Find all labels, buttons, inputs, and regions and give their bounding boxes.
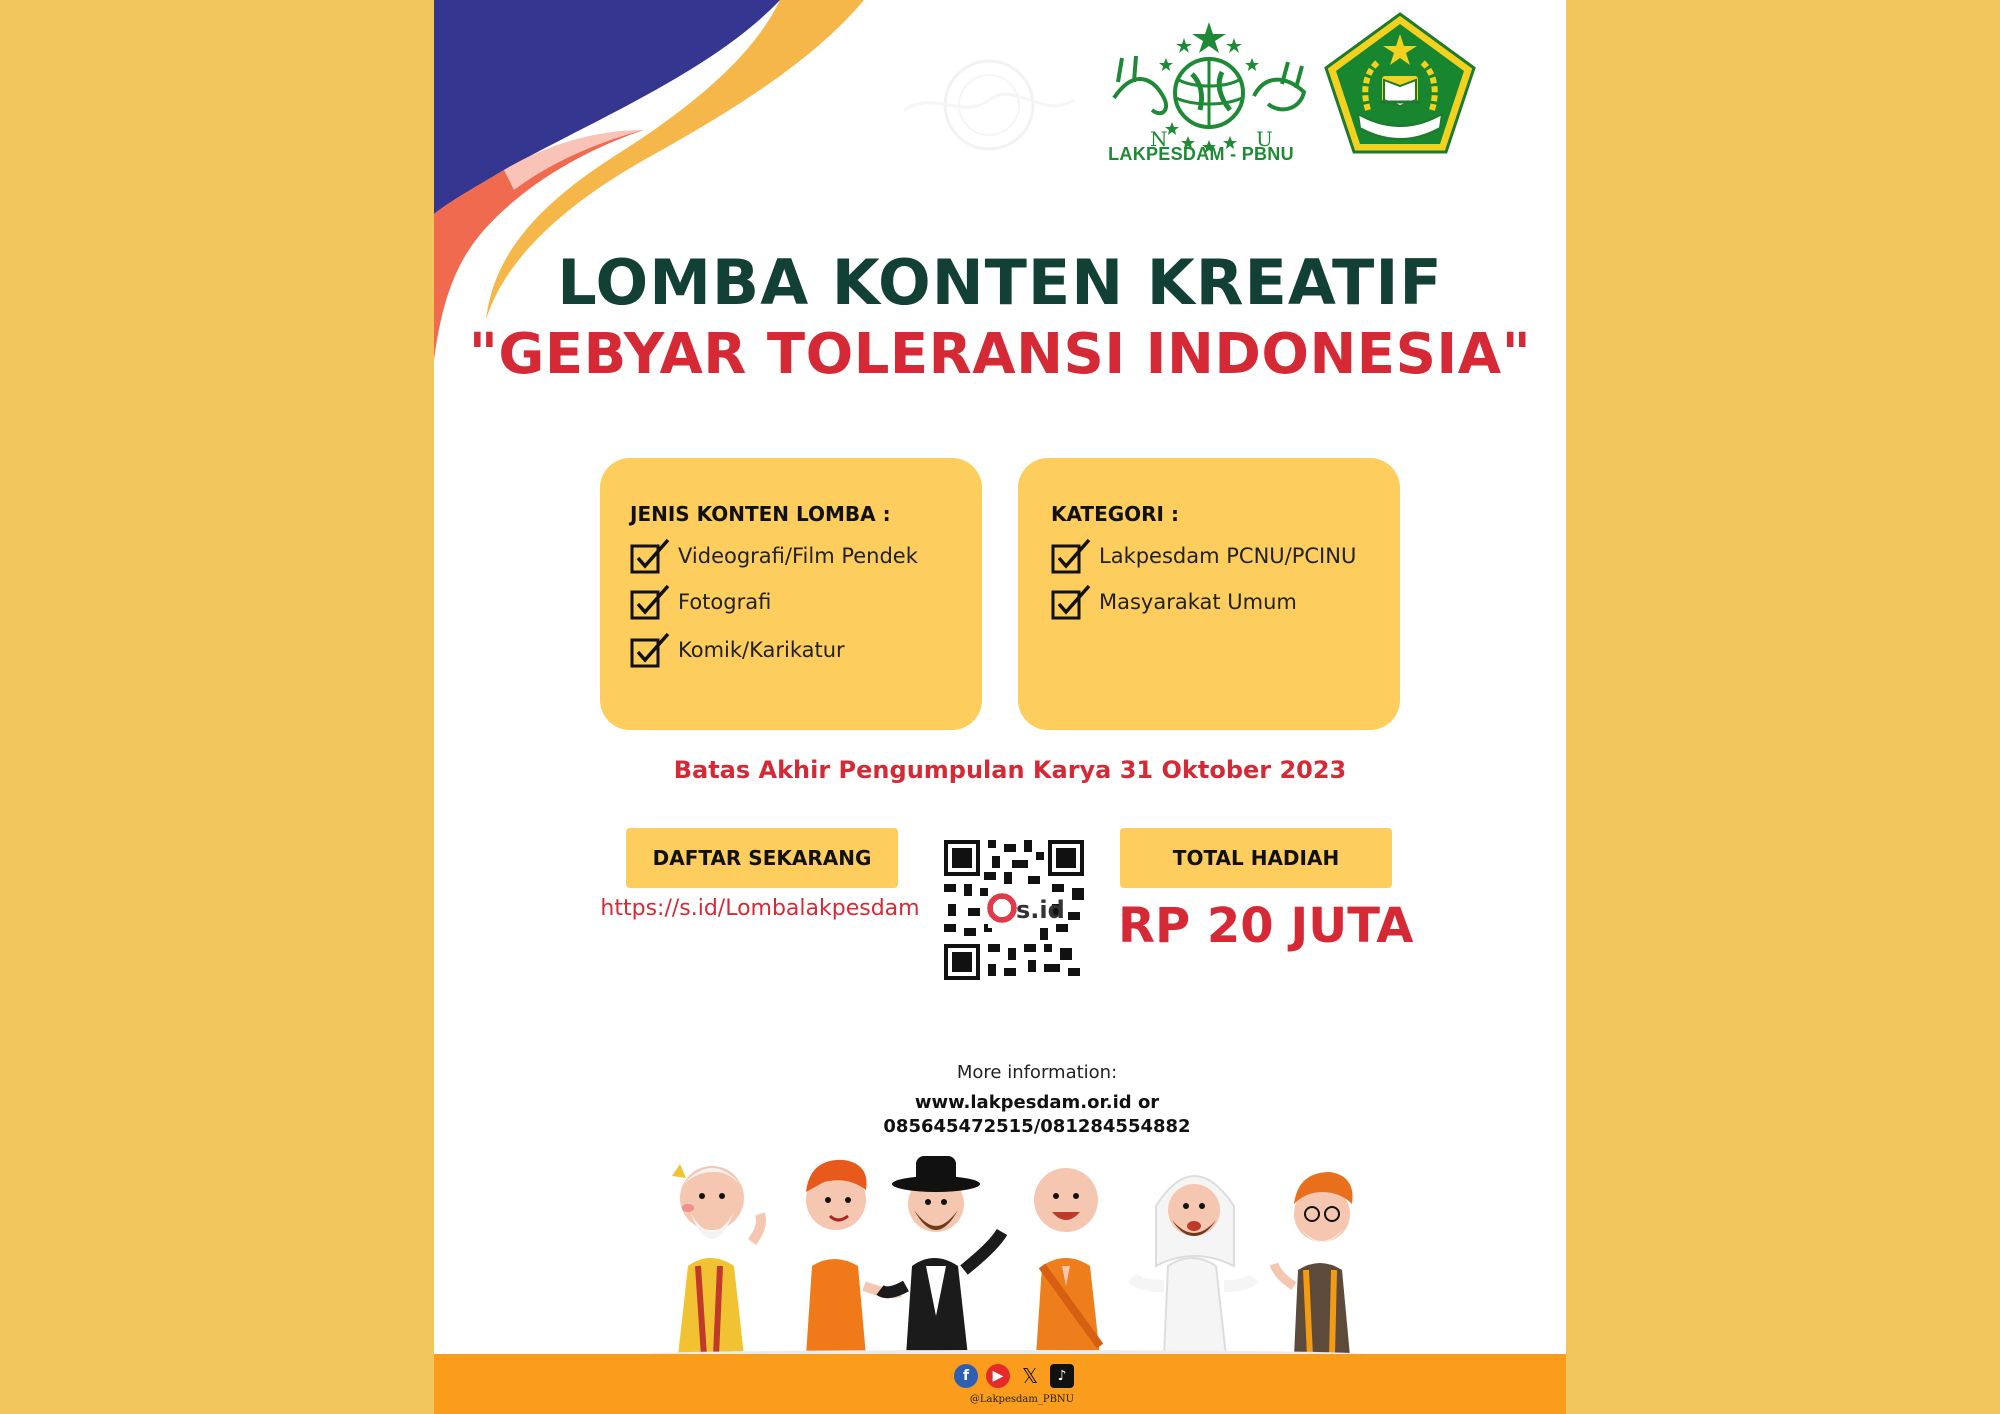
content-type-item [630, 584, 771, 620]
register-link[interactable]: https://s.id/Lombalakpesdam [600, 896, 920, 921]
category-item [1051, 584, 1297, 620]
register-button[interactable]: DAFTAR SEKARANG [626, 828, 898, 888]
person-monk [1034, 1168, 1100, 1356]
diverse-people-illustration [634, 1146, 1374, 1356]
person-orange-robe [806, 1160, 900, 1356]
more-info-phone: 085645472515/081284554882 [883, 1116, 1191, 1137]
page-title: LOMBA KONTEN KREATIF [557, 246, 1443, 319]
nu-logo-caption: LAKPESDAM - PBNU [1108, 144, 1294, 164]
content-type-card [600, 458, 982, 730]
category-heading: KATEGORI : [1051, 502, 1179, 526]
x-icon[interactable]: 𝕏 [1021, 1364, 1039, 1388]
social-handle: @Lakpesdam_PBNU [969, 1394, 1075, 1405]
deadline-text: Batas Akhir Pengumpulan Karya 31 Oktober 2023 [673, 756, 1347, 784]
poster [434, 0, 1566, 1414]
content-type-heading: JENIS KONTEN LOMBA : [630, 502, 891, 526]
person-turban [1274, 1172, 1353, 1356]
content-type-item [630, 632, 845, 668]
qr-label: s.id [1016, 896, 1065, 924]
person-yellow-robe [672, 1164, 761, 1356]
content-type-label: Komik/Karikatur [678, 638, 845, 662]
category-label: Lakpesdam PCNU/PCINU [1099, 544, 1357, 568]
tiktok-icon[interactable]: ♪ [1050, 1364, 1074, 1388]
prize-amount: RP 20 JUTA [1118, 898, 1414, 954]
nu-letter-u: U [1256, 127, 1273, 151]
facebook-icon[interactable]: f [954, 1364, 978, 1388]
watermark-emblem-icon [884, 40, 1094, 170]
category-card [1018, 458, 1400, 730]
content-type-item [630, 538, 918, 574]
social-links [954, 1364, 1074, 1388]
qr-code-icon[interactable] [944, 840, 1084, 980]
page-subtitle: "GEBYAR TOLERANSI INDONESIA" [468, 322, 1532, 387]
checkbox-checked-icon [630, 632, 670, 668]
total-prize-button[interactable]: TOTAL HADIAH [1120, 828, 1392, 888]
category-label: Masyarakat Umum [1099, 590, 1297, 614]
more-info-label: More information: [956, 1062, 1118, 1083]
content-type-label: Fotografi [678, 590, 772, 614]
kemenag-logo-icon [1322, 10, 1478, 156]
checkbox-checked-icon [630, 538, 670, 574]
checkbox-checked-icon [1051, 584, 1091, 620]
person-white-robe [1132, 1176, 1254, 1356]
more-info-website: www.lakpesdam.or.id or [914, 1092, 1160, 1113]
category-item [1051, 538, 1356, 574]
checkbox-checked-icon [630, 584, 670, 620]
youtube-icon[interactable]: ▶ [986, 1364, 1010, 1388]
checkbox-checked-icon [1051, 538, 1091, 574]
nu-letter-n: N [1150, 127, 1168, 151]
person-black-suit [880, 1156, 1002, 1356]
content-type-label: Videografi/Film Pendek [678, 544, 918, 568]
